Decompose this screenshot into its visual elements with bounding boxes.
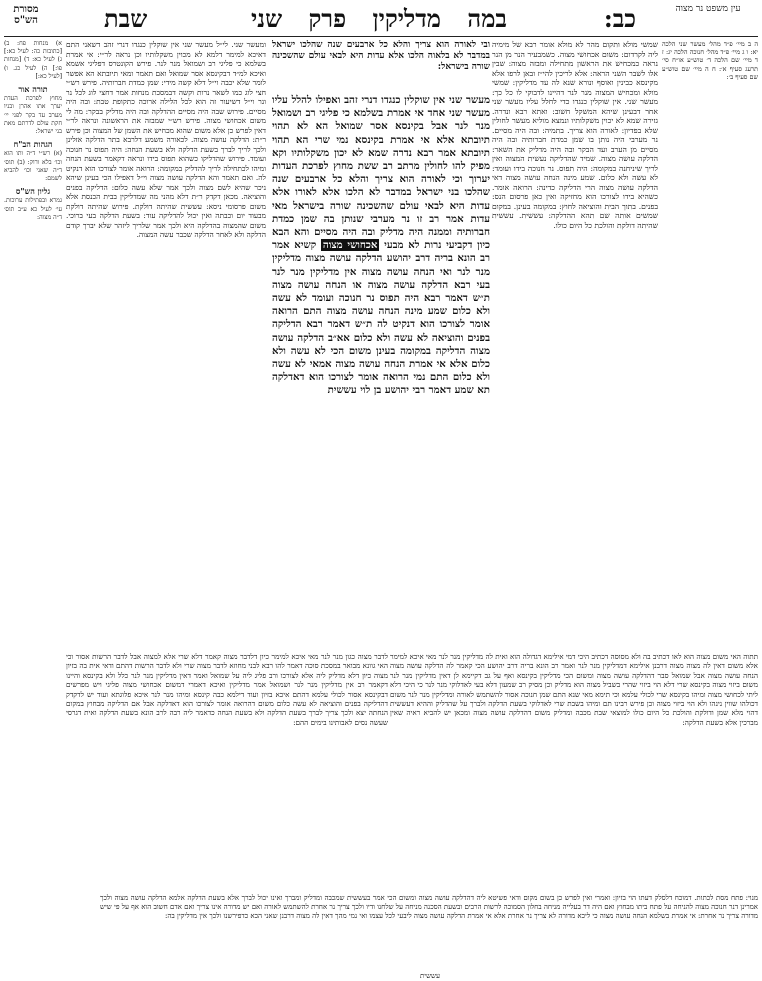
ein-mishpat-margin <box>662 40 758 81</box>
gilyon-text: גמרא ובפתילות ערוכות. עי׳ לעיל כא ע״ב תוס׳ ד״ה מצוה: <box>4 197 62 221</box>
masoret-label: מסורת הש"ס <box>13 4 39 26</box>
tosafot-text: ומעשר שני. לי״ל מעשר שני אין שוקלין כנגדו דנרי זהב דשאני התם דאיכא למימר דלמא לא מכוין משקלותיו וכן נראה לר״י: אי אמרת בשלמא כי פליגי רב ושמואל מנר לנר. פירש הקונטרס דפליגי אשמא ואיכא למ״ד דבקינסא אסר שמואל ואם תאמר ומאי תיובתא הא אפשר לומר שלא יכבה וי״ל דלא קשה מידי: שמן כמדת חברותיה. פירש רש״י חצי לוג כמו לשאר נרות וקשה דבמסכת מנחות אמר דחצי לוג לכל נר ונר וי״ל דשיעור זה הוא לכל הלילה ארוכה כתקופת טבת: ובה היה מסיים. פירוש שבה היה מסיים ההדלקה ובה היה מדליק בבקר: מה לי משום אכחושי מצוה. פירש רש״י שמבזה את הראשונה ונראה לר״י דאין לפרש כן אלא משום שהוא מכחיש את השמן של המצוה וכן פירש ר״ת: הדלקה עושה מצוה. לכאורה משמע דלרבא בתר הדלקה אזלינן ולכך לריך לברך בשעת הדלקה ולא בשעת הנחה: היה תפוס נר חנוכה ועומד. פירוש שהדליקו כשהוא תפוס בידו ונראה דקאמר בשעת הנחה ומיהו לכתחילה לריך להדליק במקומה: הרואה אומר לצורכו הוא דנקיט לה. ואם תאמר והא הדלקה עושה מצוה וי״ל דאפילו הכי בעינן שיהא ניכר שהיא לשם מצוה ולכך אמר שלא עשה כלום: הדליקה בפנים והוציאה. מכאן דקדק ר״ת דלא מהני מה שמדליקין בבית הכנסת אלא משום פרסומי ניסא: עששית שהיתה דולקת. פירוש שהיתה דולקת מבעוד יום וכבתה ואין יכול להדליקה עוד: בשעת הדלקה בעי ברוכי. משום שהמצוה בהדלקה היא ולכך אמר שלריך ליזהר שלא יברך קודם הדלקה ולא לאחר הדלקה שכבר עשה המצוה. <box>66 40 266 239</box>
bottom-left-text: לדבר מצוה כגון מנר לנר מאי איכא למימר כיון דלדבר מצוה קאמר דלא שרי אלא למצוה אבל לדבר הרשות אסור וכי האי גוונא מבואר במסכת סוכה דאמר להו רבא לבני מחוזא לדבר מצוה שרי ולא לדבר הרשות דהתם ודאי אית בה בזיון מצוה כיון דלא מדליק ליה אלא לצורכו ורב פליג ליה על שמואל ואמר דאין מדליקין מנר לנר כלל ולא בקינסא והיינו דקאמר רב אין מדליקין מנר לנר ושמואל אמר מדליקין ואיכא דאמרי דמשום אכחושי מצוה פליגי ויש מפרשים דבקינסא אסור לכולי עלמא דהתם איכא בזיון ועוד דילמא כבה קינסא ומיהו מנר לנר איכא פלוגתא ועוד יש לדקדק דהדליקה בפנים והוציאה לא עשה כלום משום דהרואה אומר לצורכו הוא דאדלקה אבל אם הדליקה מבחוץ במקום הנחתה יצא ולכך צריך לברך בשעת הדלקה ולא בשעת הנחה כדאמר ליה רבה לרב הונא בשעת הדלקה ואית דגרסי שעשה נסים לאבותינו בימים ההם: <box>66 652 388 727</box>
hagahot-text: (א) רש״י ד״ה ותו הוא וכו׳ בלא ורוק: (ב) תוס׳ ד״ה שאני וכו׳ להביא לשמם: <box>4 150 62 183</box>
gemara-text: מעשר שני אין שוקלין כנגדו דנרי זהב ואפילו להלל עליו מעשר שני אחד אי אמרת בשלמא כי פליגי רב ושמואל מנר לנר אבל בקינסא אסר שמואל הא לא תהוי תיובתא אלא אי אמרת בקינסא נמי שרי הא תהוי תיובתא אמר רבא נדרה שמא לא יכון משקלותיו וקא מפיק להו לחולין מרתב רב ששת מחוץ לפרכת העדות יערוך וכי לאורה הוא צריך והלא כל ארבעים שנה שהלכו בני ישראל במדבר לא הלכו אלא לאורו אלא עדות היא לבאי עולם שהשכינה שורה בישראל מאי עדות אמר רב זו נר מערבי שנותן בה שמן כמדת חברותיה וממנה היה מדליק ובה היה מסיים והא הבא כיון דקביעי נרות לא מבעי <box>272 94 490 252</box>
footer-text: מנוי: פתח מסת לכתות. דמוכח דלסלק דעתו הוי בזיון: ואמרי ואין לפרש כן בשום מקום ודאי פשיטא ליה דהדלקה עושה מצוה ומשום הכי אמר בעששית שמכבה ומדליק ומברך ואינו יכול לברך אלא בשעת הדלקה אלמא הדלקה עושה מצוה ולכך אמרינן דנר חנוכה מצוה להניחה על פתח ביתו מבחוץ ואם היה דר בעלייה מניחה בחלון הסמוכה לרשות הרבים ובשעת הסכנה מניחה על שלחנו ודיו ולכך צריך נר אחרת להשתמש לאורה ואם יש מדורה אינו צריך ואם אדם חשוב הוא אף על פי שיש מדורה צריך נר אחרת: אי אמרת בשלמא הנחה עושה מצוה כי ליכא מדורה לא צריך נר אחרת אלא אי אמרת הדלקה עושה מצוה ליבעי לכל עצמו ואי נמי מהך דאין לה מצוה דרבנן שאני הכא כדפירשנו ולכך אין מדליקין בה: <box>100 894 758 921</box>
header-rule <box>4 36 758 37</box>
torah-or-heading: תורה אור <box>18 84 48 95</box>
hagahot-heading: הגהות הב"ח <box>13 139 53 150</box>
bottom-right-commentary <box>390 652 758 892</box>
rashi-text: שמשי מולא ותקום מהר לא מולא אומר רבא של מימיה ליה לקרדום: משום אכחושי מצוה. כשמבעיר הנר מן הנר נראה כמכחיש את הראשון מתחילה ומבזה מצוה: שבין אלו לשבר השני הראה: אלא לריכין להי״ז ובאן לרפו אלא מקינסא כבינין ואוסף ונורא שנא לה עד מדליקין: שמשי מולא ומכחיש המצוה מנר לנר דהיינו לדבוקי לו כל כך: מעשר שני. אין שוקלין כנגדו כדי לחלל עליו מעשר שני אחר דבעינן שיהא המשקל חשוב: ואתא רבא ונדרה. גזירה שמא לא יכוין משקלותיו ונמצא מוליא מעשר לחולין שלא בפדיון: לאורה הוא צריך. בתמיה: ובה היה מסיים. נר מערבי היה נותן בו שמן כמדת חברותיה ובה היה מסיים מן הערב ועד הבקר ובה היה מדליק את השאר: הדלקה עושה מצוה. שמיד שהדליקה נעשית המצוה ואין לריך שיניחנה במקומה: היה תפוס. נר חנוכה בידו ועומד: לא עשה ולא כלום. שמע מינה הנחה עושה מצוה דאי הדלקה עושה מצוה הרי הדליקה כדינה: הרואה אומר. כשהיא בידו לצורכו הוא מחזיקה ואין כאן פרסום הנס: בפנים. בתוך הבית והוציאה לחוץ: במקומה בעינן. במקום שמשים אותה שם תהא ההדלקה: עששית. עששית שהיתה דולקת והולכת כל היום כולו. <box>492 40 658 230</box>
gemara-intro-text: ובי לאורה הוא צריך והלא כל ארבעים שנה שהלכו ישראל במדבר לא בלאוה הלכו אלא עדות היא לבאי עולם שהשכינה שורה בישראל: <box>272 40 490 72</box>
tosafot-commentary <box>66 40 266 650</box>
footer-commentary <box>100 894 758 978</box>
masoret-margin <box>4 40 62 222</box>
rashi-commentary <box>492 40 658 650</box>
chapter-title: במה מדליקין פרק שני <box>251 4 507 33</box>
page-number: כב: <box>603 4 636 33</box>
gemara-highlight: אכחושי מצוה <box>322 239 378 252</box>
bottom-right-text: תתוה האי משום מצוה הוא לאו דכתיב בה ולא מסוסה דכתיב היכי דמי אילימא דגדולה הוא ואית לה מדליקין מנר לנר מאי איכא למימר אלא משום דאין לה מצוה מצוה דרבנן אילימא דמדליקין מנר לנר ואמר רב הונא בריה דרב יהושע הכי קאמר לה הדלקה עושה מצוה הנחה עושה מצוה אבל שמואל סבר דהדלקה עושה מצוה ומשום הכי מדליקין בקינסא ואף על גב דקיימא לן דאין מדליקין מנר לנר משום ביזוי מצוה בקינסא שרי דלא הוי ביזוי שהרי בשביל מצוה הוא מדליק וכן מסיק רב שמעון דלא בעי לאדלוקי מנר לנר כי היכי דלא ליתי לכחושי מצוה ומיהו בקינסא שרי לכולי עלמא וכי תימא מאי שנא התם שמן חנוכה אסור להשתמש לאורה ומדליקין מנר לנר משום דכולהו שווין נינהו ולא הוי ביזוי מצוה וכן פירש רבינו תם ומיהו בשבת שרי לאדלוקי בשעת הדלקה ולברך על שהדליק וההיא דעששית דהוי מלא שמן ודולקת והולכת כל היום כולו למוצאי שבת מכבה ומדליק משום דהדלקה עושה מצוה ומכאן יש להביא ראיה שאין מברכין אלא בשעת הדלקה: <box>390 652 758 727</box>
tractate-title: שבת <box>104 4 148 33</box>
bottom-left-commentary <box>66 652 388 892</box>
gilyon-heading: גליון הש"ס <box>15 186 51 197</box>
gemara-intro <box>272 40 490 90</box>
gemara-continuation: קשיא אמר רב הונא בריה דרב יהושע הדלקה עושה מצוה מדליקין מנר לנר ואי הנחה עושה מצוה אין מדליקין מנר לנר בעי רבא הדלקה עושה מצוה או הנחה עושה מצוה ת״ש דאמר רבא היה תפוס נר חנוכה ועומד לא עשה ולא כלום שמע מינה הנחה עושה מצוה התם הרואה אומר לצורכו הוא דנקיט לה ת״ש דאמר רבא הדליקה בפנים והוציאה לא עשה ולא כלום אא״ב הדלקה עושה מצוה הדליקה במקומה בעינן משום הכי לא עשה ולא כלום אלא אי אמרת הנחה עושה מצוה אמאי לא עשה ולא כלום התם נמי הרואה אומר לצורכו הוא דאדלקה תא שמע דאמר רבי יהושע בן לוי עששית <box>272 239 490 397</box>
masoret-refs: א) מנחות פח: ב) [כתובות כה: לעיל כא:] ג) לעיל כא: ד) [מנחות פו:] ה) לעיל כג. ו) [לעיל כא:] <box>4 40 62 80</box>
gemara-text-block <box>272 94 490 646</box>
ein-mishpat-text: ה ב מיי׳ פ״ד מהל׳ מעשר שני הלכה יא: ו ג מיי׳ פ״ד מהל׳ חנוכה הלכה יג: ז ד מיי׳ שם הלכה ד׳ טוש״ע או״ח סי׳ תרעג סעיף א׳: ח ה מיי׳ שם טוש״ע שם סעיף ב׳: <box>662 40 758 81</box>
torah-or-text: מחוץ לפרכת העדת יערך אתו אהרן ובניו מערב עד בקר לפני יי׳ חקת עולם לדרתם מאת בני ישראל: <box>4 95 62 136</box>
ein-mishpat-label: עין משפט נר מצוה <box>675 4 741 14</box>
page-header <box>4 4 758 34</box>
catchword: עששית <box>420 972 440 980</box>
